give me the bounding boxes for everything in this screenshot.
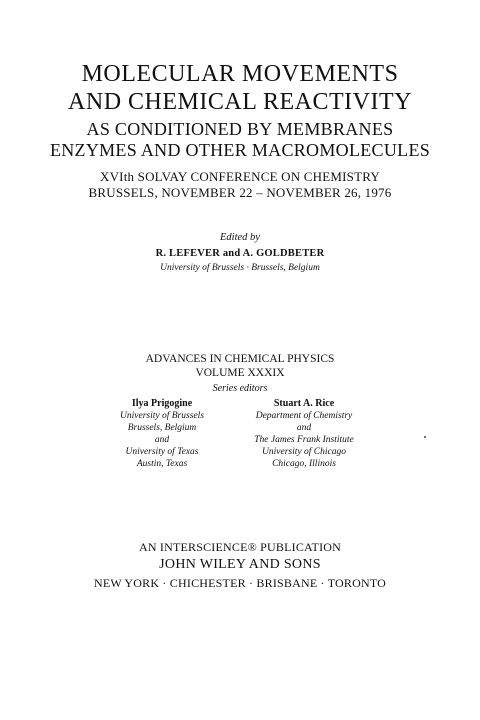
series-editors-label: Series editors (212, 383, 268, 394)
series-editor-right-line: University of Chicago (262, 447, 346, 457)
book-subtitle-line-1: AS CONDITIONED BY MEMBRANES (86, 119, 394, 139)
series-editor-left-line: and (154, 435, 170, 445)
book-title-line-2: AND CHEMICAL REACTIVITY (68, 89, 412, 115)
publisher-name: JOHN WILEY AND SONS (159, 557, 321, 572)
series-editor-left (112, 397, 212, 470)
series-editor-left-line: University of Texas (125, 447, 199, 457)
edited-by-label: Edited by (220, 232, 260, 243)
series-title: ADVANCES IN CHEMICAL PHYSICS (145, 353, 335, 365)
print-speck (424, 436, 426, 438)
book-subtitle-line-2: ENZYMES AND OTHER MACROMOLECULES (49, 140, 431, 160)
book-title-line-1: MOLECULAR MOVEMENTS (81, 61, 399, 87)
series-editor-right-name: Stuart A. Rice (273, 398, 335, 409)
series-editor-left-name: Ilya Prigogine (131, 398, 193, 409)
conference-line-2: BRUSSELS, NOVEMBER 22 – NOVEMBER 26, 1976 (88, 185, 392, 200)
conference-line-1: XVIth SOLVAY CONFERENCE ON CHEMISTRY (99, 169, 380, 184)
series-editor-right-line: Department of Chemistry (255, 411, 353, 421)
series-volume: VOLUME XXXIX (195, 367, 285, 379)
series-editor-right-line: Chicago, Illinois (272, 459, 336, 469)
editor-affiliation: University of Brussels · Brussels, Belgium (160, 263, 320, 273)
series-editor-left-line: University of Brussels (120, 411, 204, 421)
publisher-cities: NEW YORK · CHICHESTER · BRISBANE · TORONTO (93, 576, 387, 590)
series-editor-left-line: Brussels, Belgium (127, 423, 197, 433)
series-editor-right-line: and (296, 423, 312, 433)
series-editor-right-line: The James Frank Institute (254, 435, 354, 445)
series-editor-left-line: Austin, Texas (136, 459, 188, 469)
series-editor-right (238, 397, 370, 470)
editor-names: R. LEFEVER and A. GOLDBETER (155, 248, 325, 259)
publisher-imprint: AN INTERSCIENCE® PUBLICATION (138, 540, 342, 554)
